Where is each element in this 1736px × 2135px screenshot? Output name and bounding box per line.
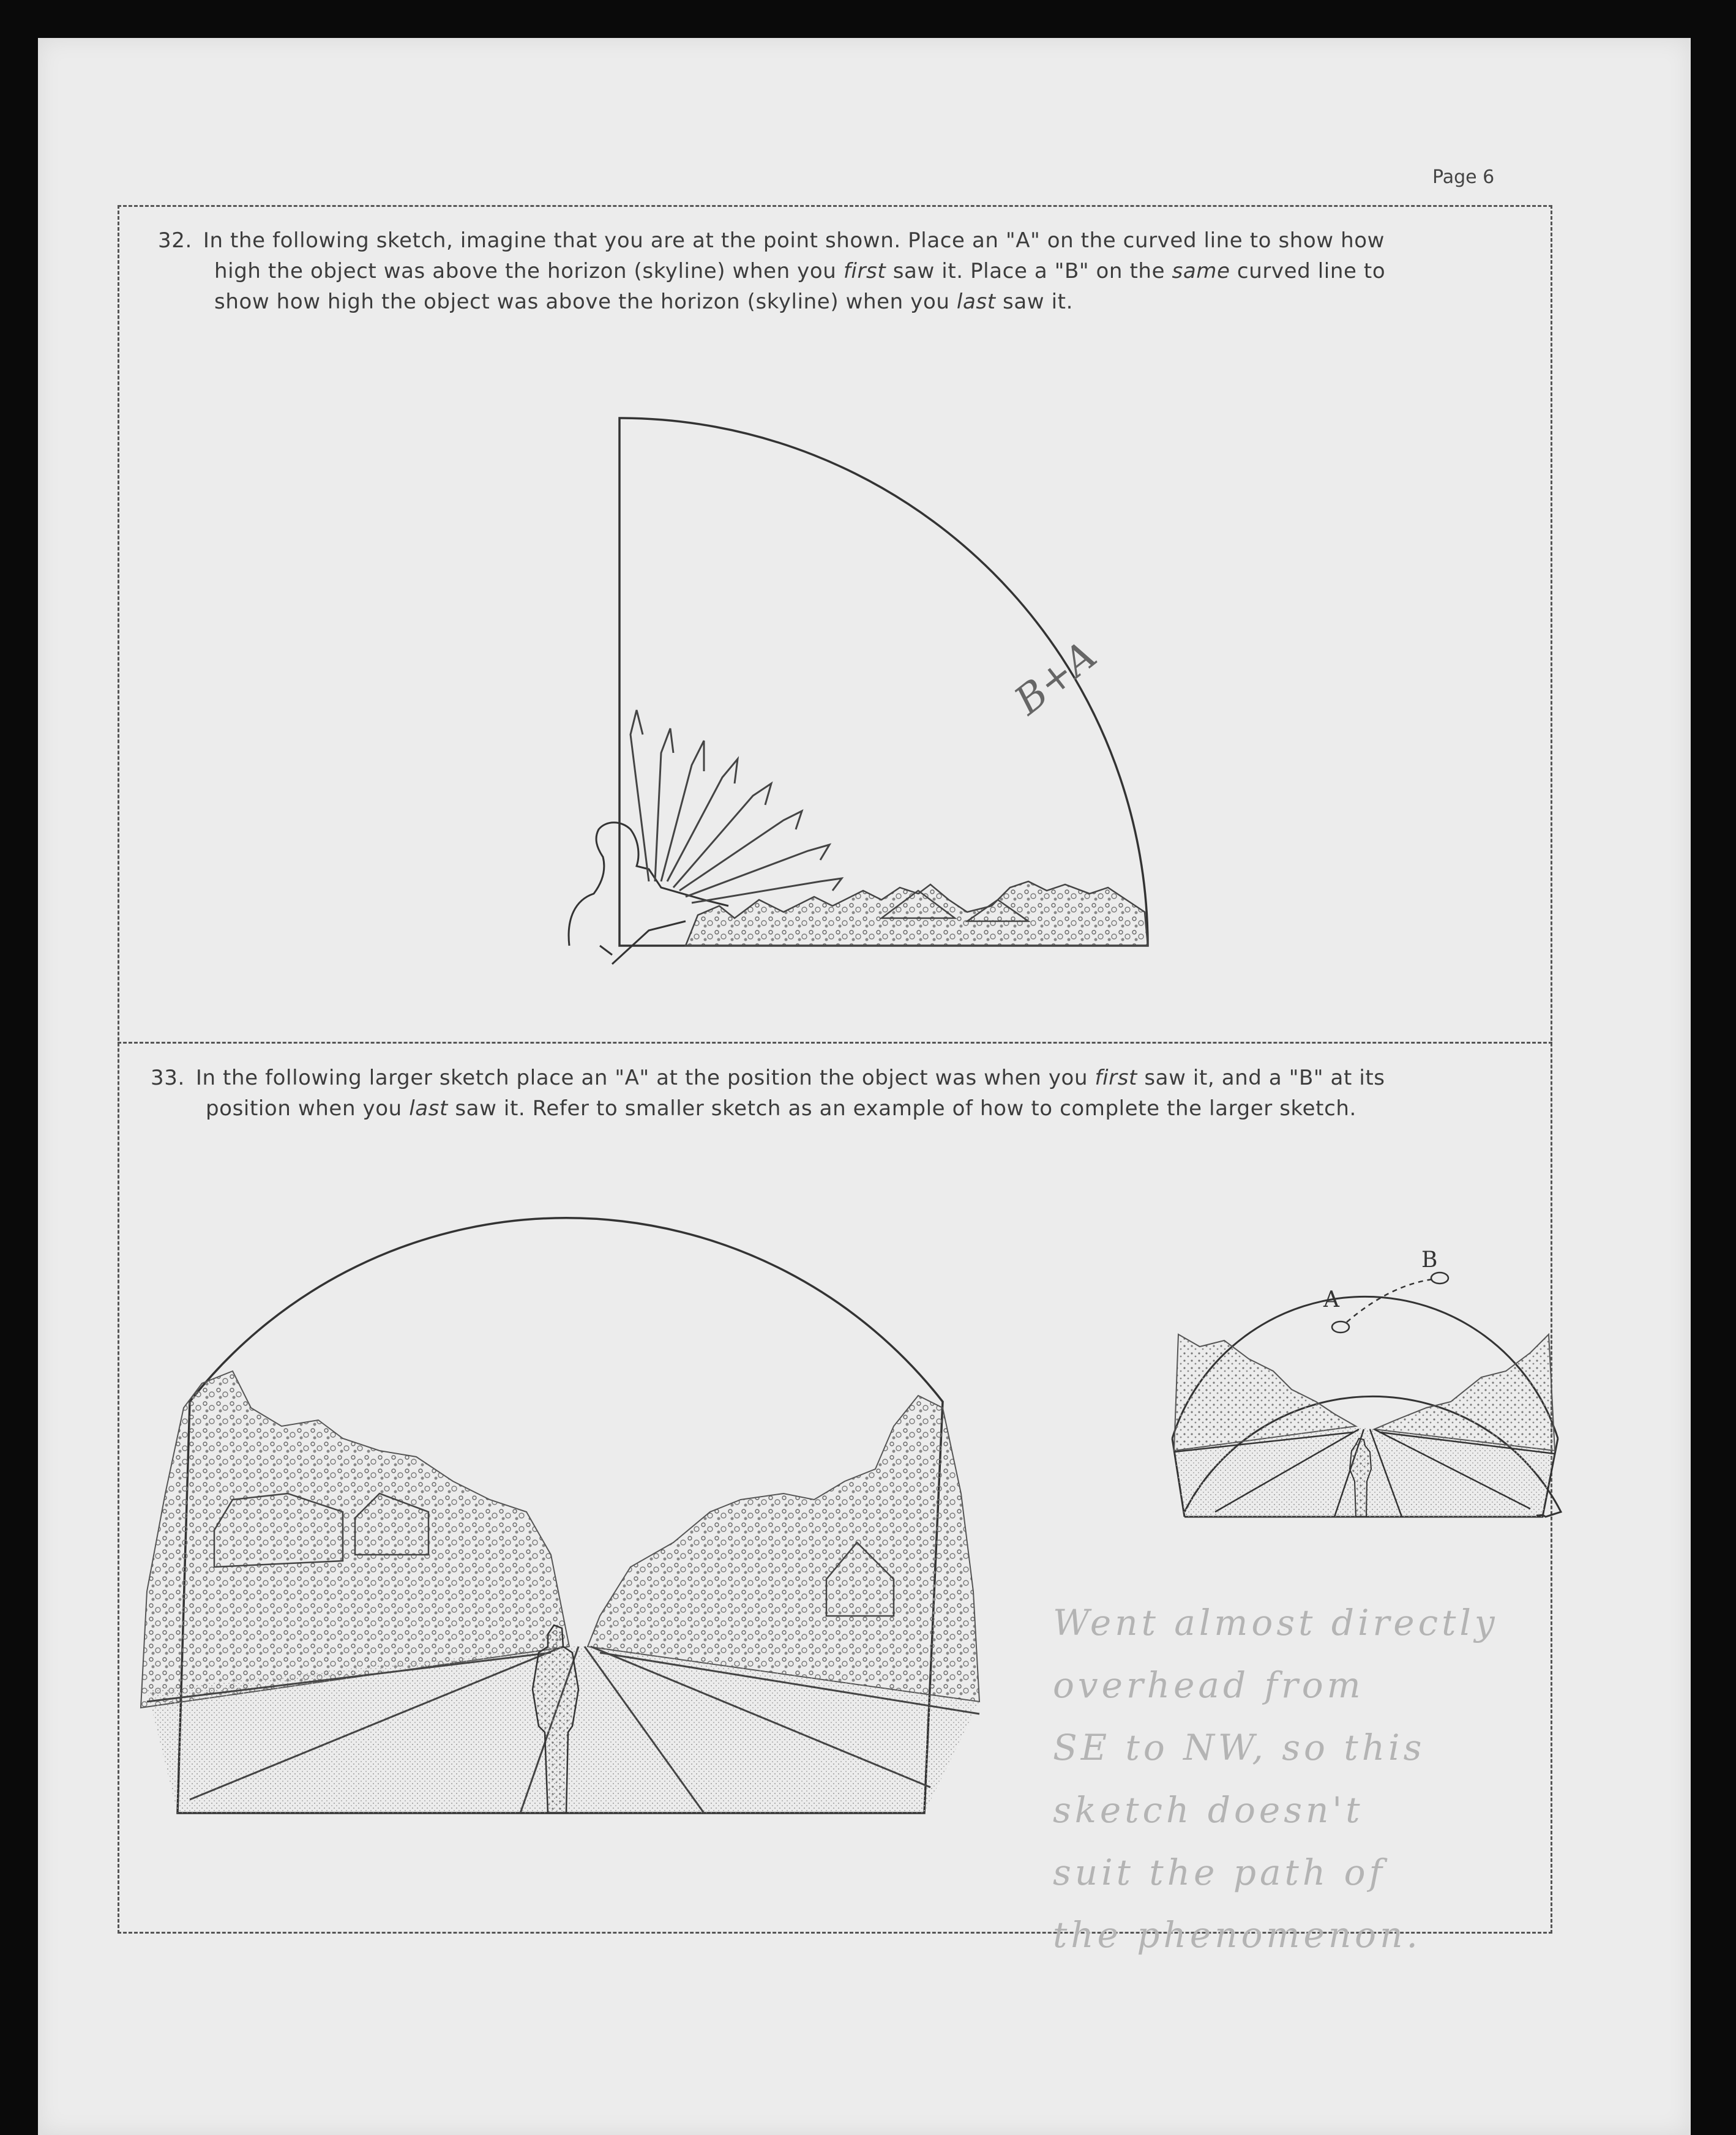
page-number: Page 6	[1432, 166, 1495, 188]
handwritten-line-6: the phenomenon.	[1053, 1914, 1421, 1956]
question-32-line-2: high the object was above the horizon (skyline) when you first saw it. Place a "B" on the same curved line to	[214, 259, 1386, 283]
pointing-hands	[630, 710, 842, 903]
question-33-line-1: 33. In the following larger sketch place an "A" at the position the object was when you first saw it, and a "B" at its	[151, 1066, 1385, 1090]
position-b-marker	[1431, 1273, 1448, 1284]
observer-arm	[600, 921, 686, 964]
question-33-line-2: position when you last saw it. Refer to smaller sketch as an example of how to complete the larger sketch.	[206, 1096, 1356, 1121]
handwritten-line-1: Went almost directly	[1053, 1602, 1498, 1643]
handwritten-mark-b-a: B+A	[1006, 632, 1106, 724]
question-32-line-3: show how high the object was above the horizon (skyline) when you last saw it.	[214, 290, 1073, 314]
large-road-sketch	[141, 1218, 979, 1813]
handwritten-line-5: suit the path of	[1053, 1852, 1386, 1893]
position-a-marker	[1332, 1322, 1349, 1333]
handwritten-line-2: overhead from	[1053, 1664, 1364, 1706]
handwritten-line-4: sketch doesn't	[1053, 1789, 1364, 1831]
question-32-line-1: 32. In the following sketch, imagine that you are at the point shown. Place an "A" on the curved line to show how	[158, 228, 1385, 253]
question-32-number: 32.	[158, 228, 192, 253]
question-33-number: 33.	[151, 1066, 185, 1090]
position-b-label: B	[1421, 1247, 1438, 1273]
small-example-sketch	[1172, 1247, 1561, 1518]
object-path-dashed	[1347, 1279, 1432, 1322]
position-a-label: A	[1323, 1287, 1339, 1312]
elevation-quadrant-sketch	[569, 418, 1148, 964]
handwritten-line-3: SE to NW, so this	[1053, 1727, 1426, 1768]
handwritten-note	[1053, 1591, 1604, 1966]
